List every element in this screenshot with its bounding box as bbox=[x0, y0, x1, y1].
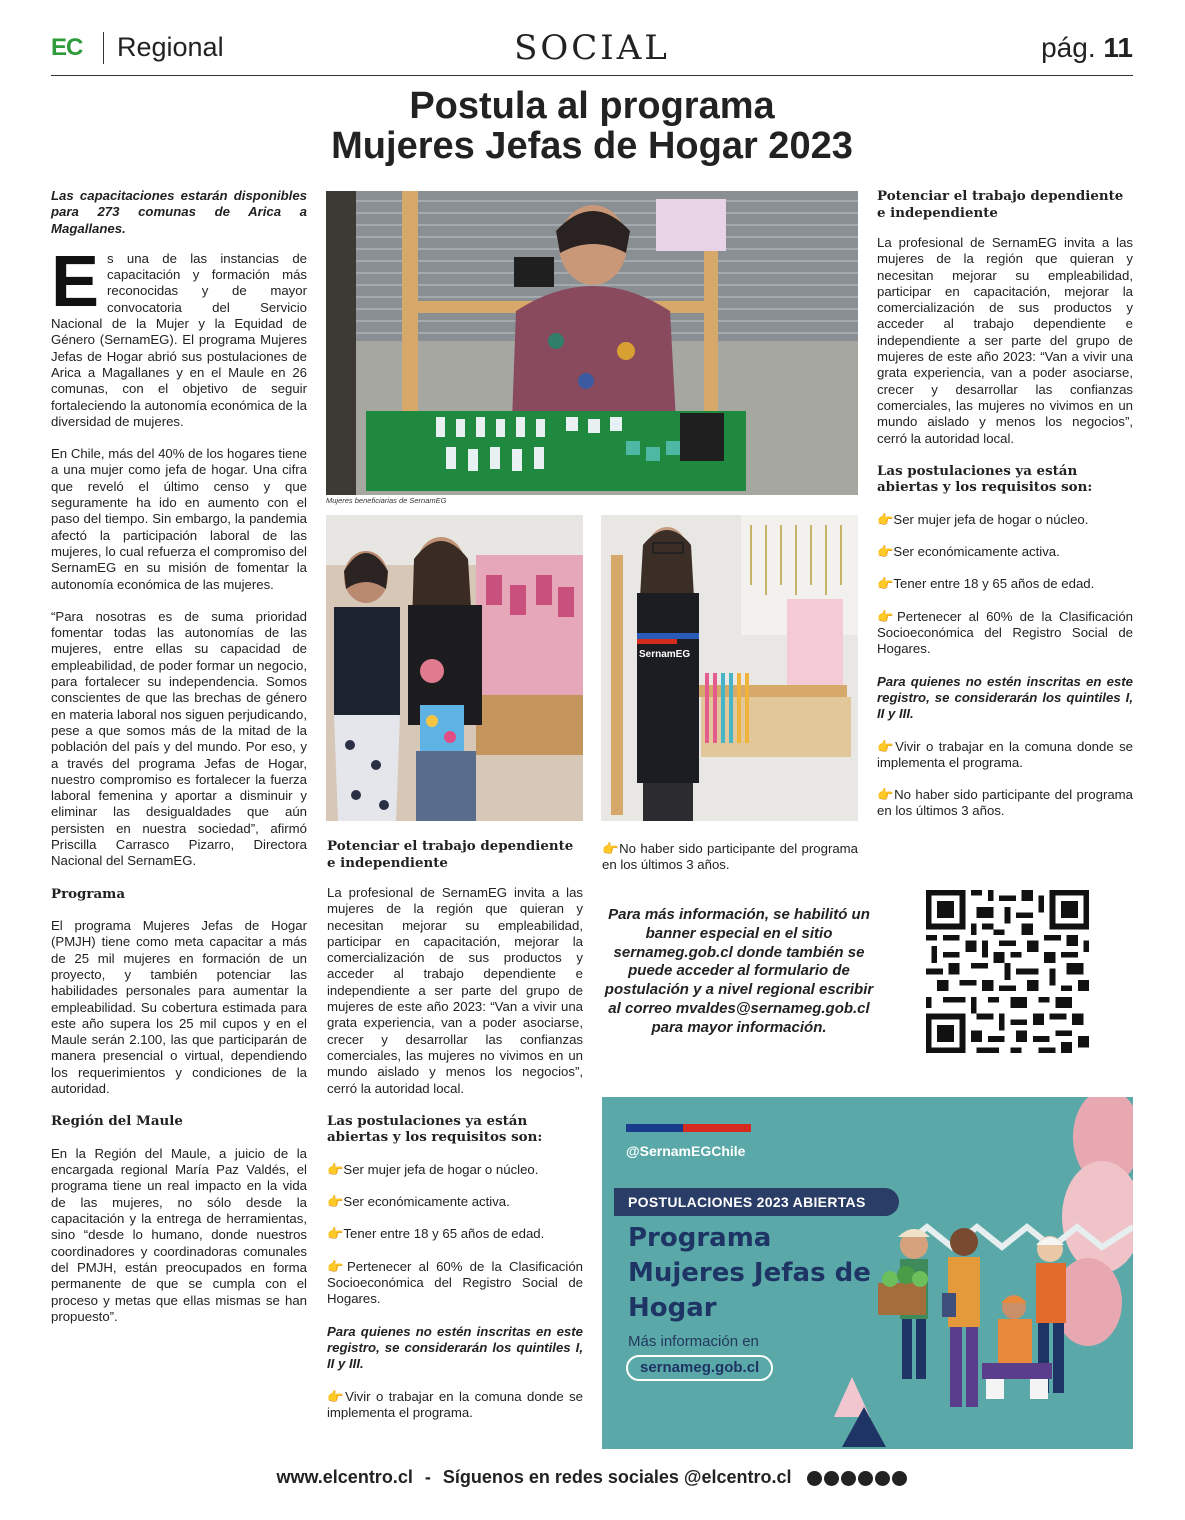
qr-code[interactable] bbox=[926, 890, 1089, 1053]
headline-line-2: Mujeres Jefas de Hogar 2023 bbox=[331, 125, 853, 167]
newspaper-logo[interactable]: EC bbox=[51, 34, 83, 61]
subhead-potenciar: Potenciar el trabajo dependiente e independiente bbox=[327, 838, 574, 871]
requirement-5: 👉Vivir o trabajar en la comuna donde se implementa el programa. bbox=[327, 1388, 583, 1420]
registry-note: Para quienes no estén inscritas en este registro, se considerarán los quintiles I, II y III. bbox=[327, 1323, 583, 1372]
banner-url[interactable]: sernameg.gob.cl bbox=[626, 1355, 773, 1381]
more-info-box: Para más información, se habilitó un banner especial en el sitio sernameg.gob.cl donde también se puede acceder al formulario de postulación y a nivel regional escribir al correo mvaldes@sernameg.gob.cl para mayor información. bbox=[604, 906, 874, 1036]
flag-blue-bar bbox=[626, 1124, 683, 1132]
subhead-programa: Programa bbox=[51, 885, 125, 902]
article-column-3 bbox=[602, 841, 858, 890]
requirement-3: 👉Tener entre 18 y 65 años de edad. bbox=[327, 1226, 545, 1242]
sernameg-banner-ad[interactable] bbox=[602, 1097, 1133, 1449]
page-number bbox=[1041, 32, 1133, 64]
article-lead: Las capacitaciones estarán disponibles para 273 comunas de Arica a Magallanes. bbox=[51, 188, 307, 236]
social-icons bbox=[807, 1470, 909, 1491]
photo-caption: Mujeres beneficiarias de SernamEG bbox=[326, 496, 447, 505]
footer-site-link[interactable]: www.elcentro.cl bbox=[276, 1467, 413, 1487]
photo-two-women bbox=[326, 515, 583, 821]
paragraph-region: En la Región del Maule, a juicio de la encargada regional María Paz Valdés, el programa tiene un real impacto en la vida de las mujeres, no sólo desde la capacitación y la entrega de herramientas, sino “desde lo humano, donde nuestros coordinadores y coordinadoras comunales del PMJH, están preocupados en forma permanente de que se cumpla con el proceso y metas que ellas mismas se han propuesto”. bbox=[51, 1145, 307, 1324]
paragraph-programa: El programa Mujeres Jefas de Hogar (PMJH) tiene como meta capacitar a más de 25 mil mujeres en formación de un proyecto, y también potenciar las habilidades personales para aumentar la empleabilidad. Su cobertura estimada para este año supera los 25 mil cupos y en el Maule serán 2.100, las que participarán de manera presencial o virtual, dependiendo los requerimientos y condiciones de la autoridad. bbox=[51, 918, 307, 1097]
facebook-icon[interactable] bbox=[807, 1471, 822, 1486]
intro-text: s una de las instancias de capacitación y formación más reconocidas y de mayor convocatoria del Servicio Nacional de la Mujer y la Equidad de Género (SernamEG). El programa Mujeres Jefas de Hogar abrió sus postulaciones de Arica a Magallanes y en el Maule en 26 comunas, con el objetivo de seguir fortaleciendo la autonomía económica de la diversidad de mujeres. bbox=[51, 250, 307, 429]
banner-handle[interactable]: @SernamEGChile bbox=[626, 1143, 746, 1159]
article-column-2 bbox=[327, 838, 583, 1437]
page-footer bbox=[0, 1467, 1185, 1491]
subhead-potenciar-right: Potenciar el trabajo dependiente e independiente bbox=[877, 188, 1124, 221]
page-prefix: pág. bbox=[1041, 32, 1096, 63]
registry-note-right: Para quienes no estén inscritas en este registro, se considerarán los quintiles I, II y III. bbox=[877, 673, 1133, 722]
subhead-requisitos: Las postulaciones ya están abiertas y los requisitos son: bbox=[327, 1112, 543, 1146]
section-name: Regional bbox=[117, 32, 224, 62]
subhead-region: Región del Maule bbox=[51, 1113, 183, 1130]
requirement-4: 👉Pertenecer al 60% de la Clasificación Socioeconómica del Registro Social de Hogares. bbox=[327, 1258, 583, 1307]
twitter-icon[interactable] bbox=[858, 1471, 873, 1486]
tiktok-icon[interactable] bbox=[892, 1471, 907, 1486]
requirement-2-right: 👉Ser económicamente activa. bbox=[877, 544, 1060, 560]
category-title: SOCIAL bbox=[514, 28, 670, 68]
requirement-6: 👉No haber sido participante del programa en los últimos 3 años. bbox=[602, 841, 858, 873]
paragraph-potenciar-right: La profesional de SernamEG invita a las mujeres de la región que quieran y necesitan mejorar su empleabilidad, participar en capacitación, mejorar la comercialización de sus productos y acceder al trabajo dependiente e independiente a ser parte del grupo de mujeres de este año 2023: “Van a vivir una grata experiencia, van a poder asociarse, crecer y desarrollar las confianzas comerciales, las mujeres no vivimos en un mundo aislado y menos los negocios”, cerró la autoridad local. bbox=[877, 235, 1133, 446]
subhead-requisitos-right: Las postulaciones ya están abiertas y los requisitos son: bbox=[877, 462, 1093, 496]
requirement-3-right: 👉Tener entre 18 y 65 años de edad. bbox=[877, 576, 1095, 592]
paragraph-quote: “Para nosotras es de suma prioridad fomentar todas las autonomías de las mujeres, entre ellas su capacidad de empleabilidad, de poder formar un negocio, para fortalecer su independencia. Somos conscientes de que las brechas de género en materia laboral nos siguen perjudicando, pese a que somos más de la mitad de la población del país y del mundo. Por eso, y a través del programa Jefas de Hogar, nuestro compromiso es fortalecer la fuerza laboral femenina y aportar a disminuir y eliminar las desigualdades que aún persisten en nuestra sociedad”, afirmó Priscilla Carrasco Pizarro, Directora Nacional del SernamEG. bbox=[51, 608, 307, 869]
requirement-2: 👉Ser económicamente activa. bbox=[327, 1194, 510, 1210]
instagram-icon[interactable] bbox=[824, 1471, 839, 1486]
page-header bbox=[51, 28, 1133, 76]
requirement-1: 👉Ser mujer jefa de hogar o núcleo. bbox=[327, 1161, 539, 1177]
requirement-6-right: 👉No haber sido participante del programa en los últimos 3 años. bbox=[877, 787, 1133, 819]
paragraph-potenciar: La profesional de SernamEG invita a las mujeres de la región que quieran y necesitan mejorar su empleabilidad, participar en capacitación, mejorar la comercialización de sus productos y acceder al trabajo dependiente e independiente a ser parte del grupo de mujeres de este año 2023: “Van a vivir una grata experiencia, van a poder asociarse, crecer y desarrollar las confianzas comerciales, las mujeres no vivimos en un mundo aislado y menos los negocios”, cerró la autoridad local. bbox=[327, 885, 583, 1096]
banner-title: Programa Mujeres Jefas de Hogar bbox=[628, 1223, 871, 1323]
banner-more-info: Más información en bbox=[628, 1333, 759, 1350]
flag-red-bar bbox=[683, 1124, 751, 1132]
requirement-4-right: 👉Pertenecer al 60% de la Clasificación Socioeconómica del Registro Social de Hogares. bbox=[877, 608, 1133, 657]
article-column-1 bbox=[51, 188, 307, 1341]
requirement-1-right: 👉Ser mujer jefa de hogar o núcleo. bbox=[877, 511, 1089, 527]
headline-line-1: Postula al programa bbox=[409, 85, 775, 127]
footer-social-text: Síguenos en redes sociales @elcentro.cl bbox=[442, 1467, 792, 1487]
banner-pill: POSTULACIONES 2023 ABIERTAS bbox=[614, 1188, 899, 1216]
article-column-4 bbox=[877, 188, 1133, 836]
paragraph-chile: En Chile, más del 40% de los hogares tiene a una mujer como jefa de hogar. Una cifra que reveló el último censo y que seguramente ha ido en aumento con el paso del tiempo. Sin embargo, la pandemia afectó la participación laboral de las mujeres, lo cual refuerza el compromiso del SernamEG en su misión de fomentar la autonomía económica de las mujeres. bbox=[51, 446, 307, 592]
requirement-5-right: 👉Vivir o trabajar en la comuna donde se implementa el programa. bbox=[877, 738, 1133, 770]
spotify-icon[interactable] bbox=[875, 1471, 890, 1486]
youtube-icon[interactable] bbox=[841, 1471, 856, 1486]
drop-cap: E bbox=[51, 241, 100, 322]
paragraph-intro bbox=[51, 241, 307, 430]
article-headline bbox=[51, 86, 1133, 166]
photo-market-stall bbox=[326, 191, 858, 495]
page-number-value: 11 bbox=[1103, 32, 1133, 63]
photo-sernameg-apron bbox=[601, 515, 858, 821]
footer-separator: - bbox=[424, 1467, 431, 1487]
apron-label: SernamEG bbox=[639, 649, 691, 660]
